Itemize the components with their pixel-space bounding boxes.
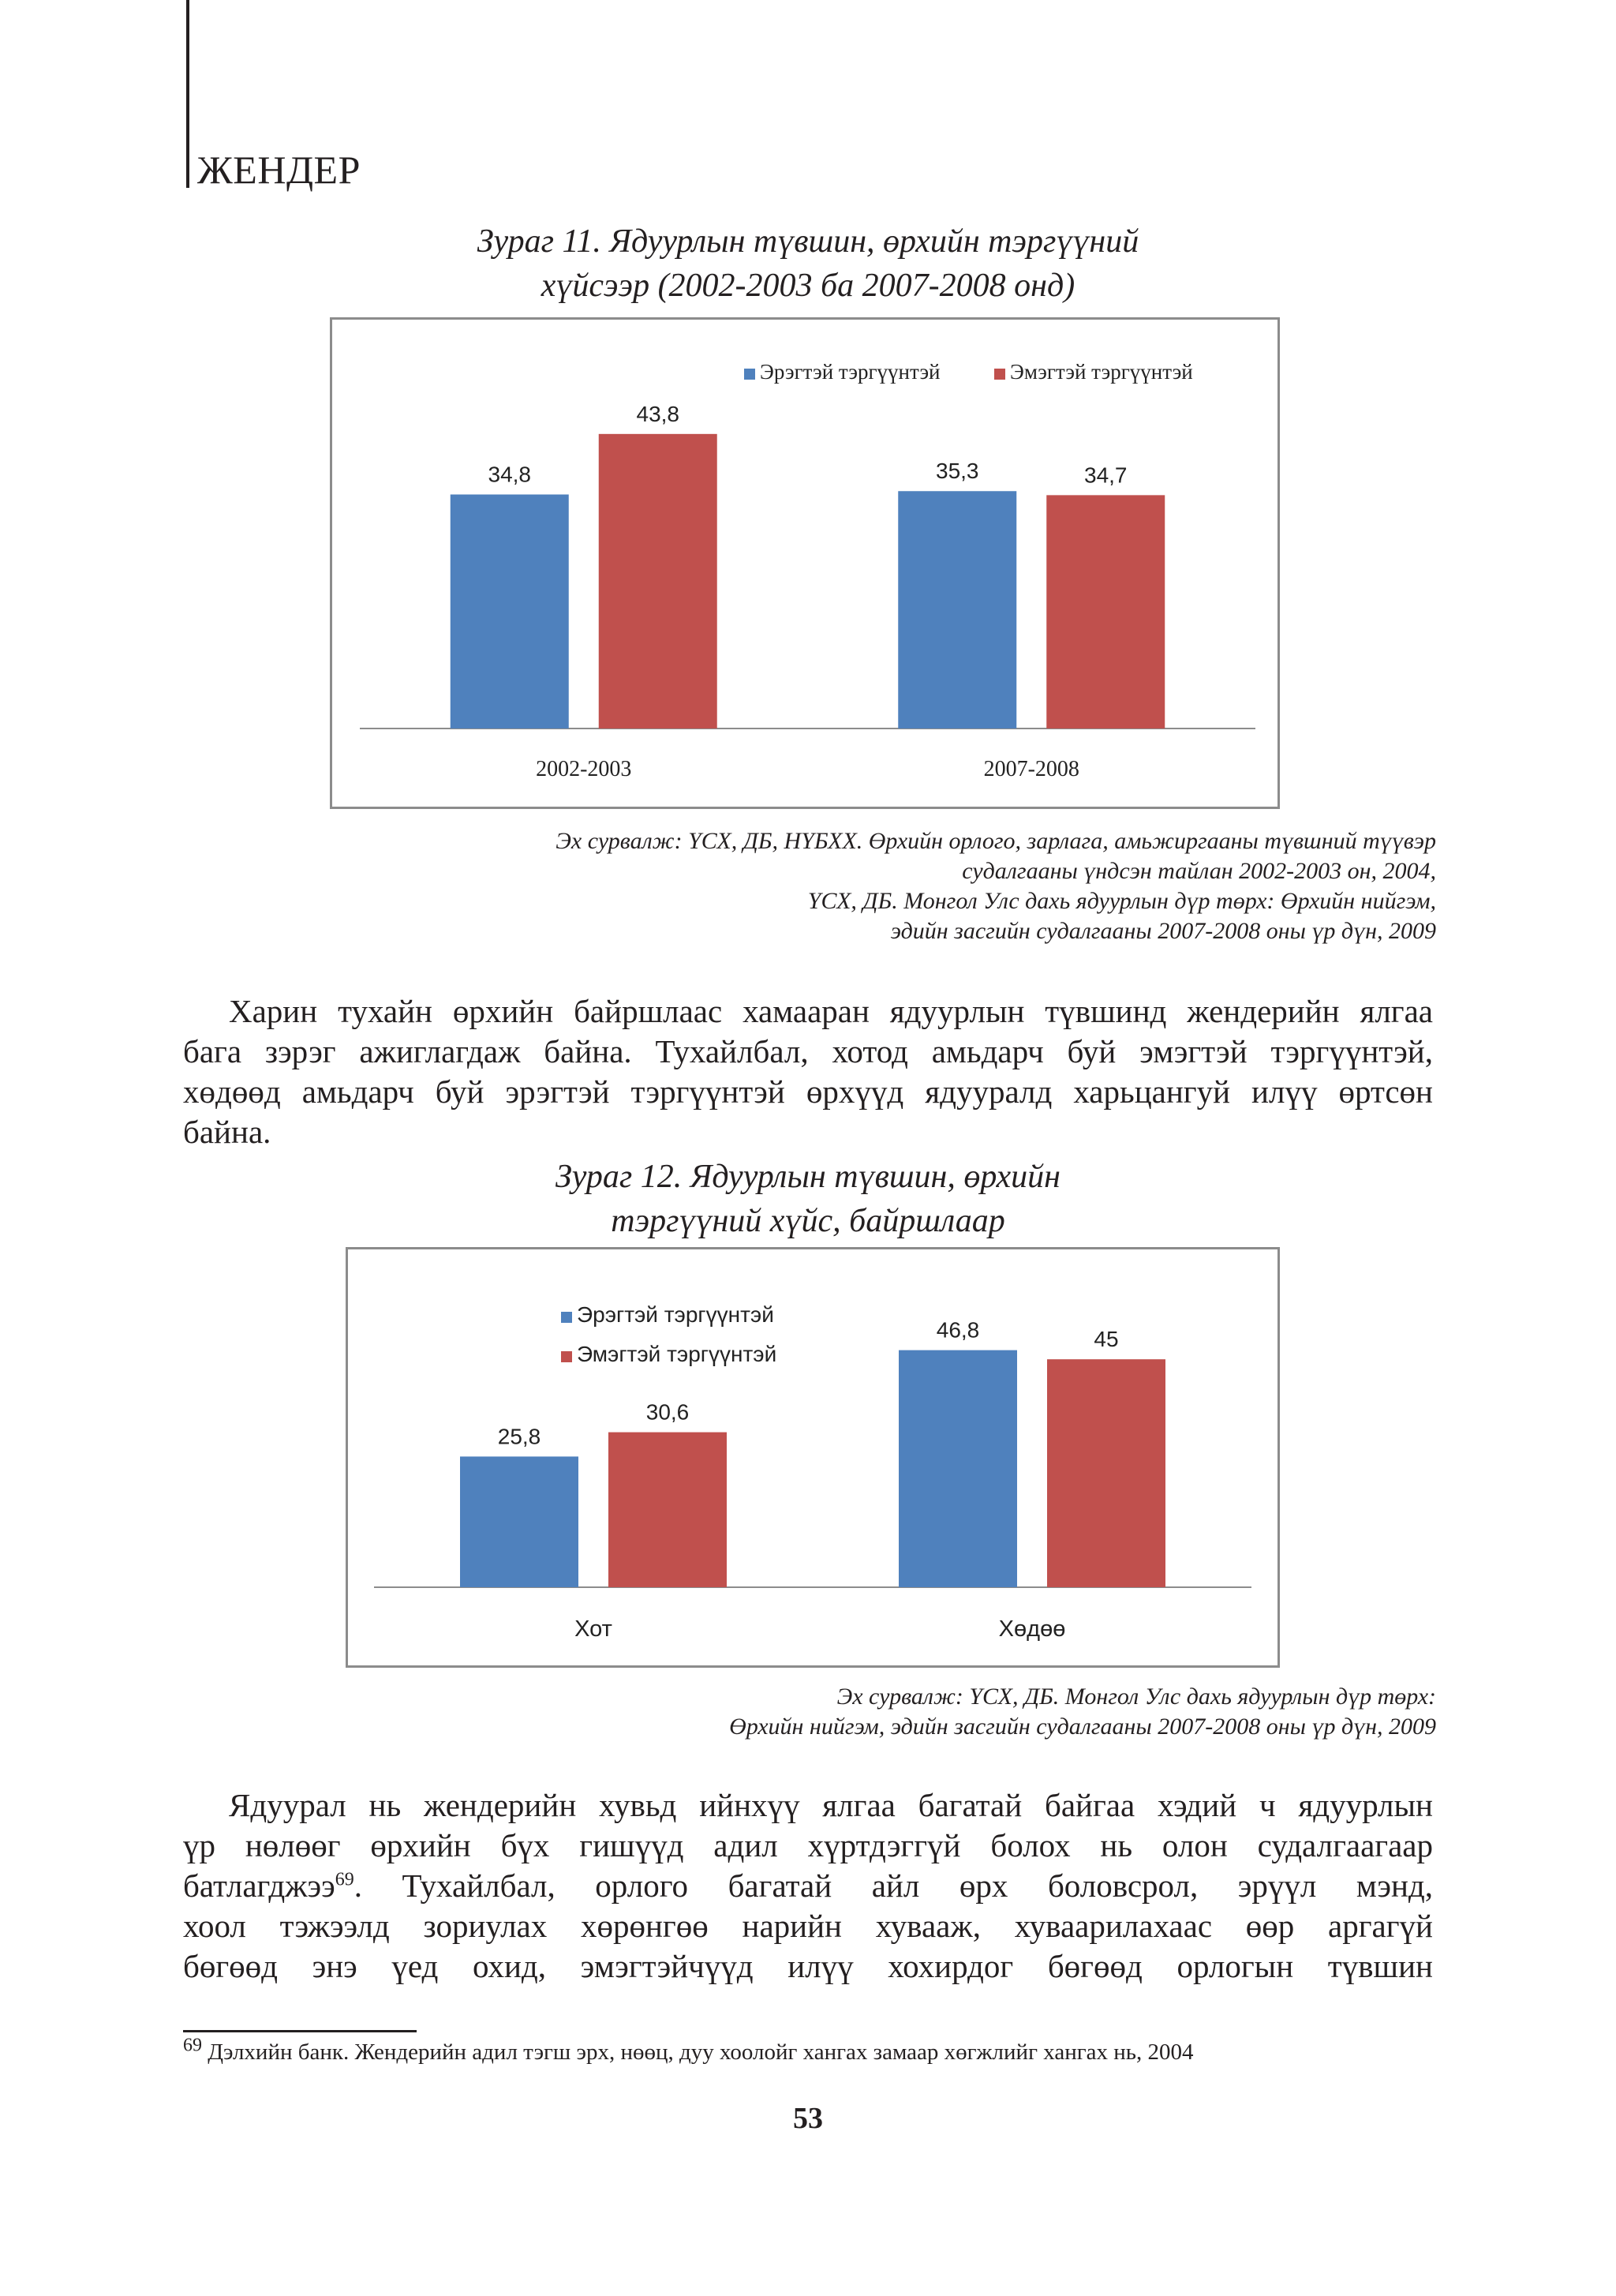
- figure11-source-line1: Эх сурвалж: ҮСХ, ДБ, НҮБХХ. Өрхийн орлого, зарлага, амьжиргааны түвшний түүвэр: [556, 828, 1436, 854]
- figure11-data-label-1-1: 34,7: [1084, 463, 1128, 488]
- footnote-rule: [183, 2030, 417, 2032]
- figure12-bar-0-0: [460, 1456, 578, 1587]
- figure11-source: [556, 826, 1436, 946]
- paragraph-2-line3-end: . Тухайлбал, орлого багатай айл өрх боловсрол, эрүүл мэнд,: [354, 1867, 1433, 1904]
- figure11-legend-swatch-0: [744, 369, 755, 380]
- figure12-legend-label-0: Эрэгтэй тэргүүнтэй: [577, 1302, 774, 1327]
- section-title: ЖЕНДЕР: [197, 148, 361, 192]
- paragraph-1-line2: бага зэрэг ажиглагдаж байна. Тухайлбал, хотод амьдарч буй эмэгтэй тэргүүнтэй,: [183, 1033, 1433, 1069]
- figure11-title: [0, 219, 1616, 308]
- figure11-title-line1: Зураг 11. Ядуурлын түвшин, өрхийн тэргүүний: [477, 223, 1139, 260]
- figure11-data-label-0-0: 34,8: [488, 462, 531, 487]
- figure11-title-line2: хүйсээр (2002-2003 ба 2007-2008 онд): [541, 268, 1075, 304]
- header-vertical-rule: [186, 0, 189, 188]
- figure12-data-label-0-0: 25,8: [497, 1424, 541, 1449]
- page-number: 53: [793, 2102, 823, 2135]
- paragraph-1: [183, 991, 1433, 1152]
- figure12-bar-0-1: [608, 1433, 727, 1587]
- figure11-bar-1-1: [1046, 495, 1165, 729]
- paragraph-2: [183, 1785, 1433, 1987]
- figure12-legend-label-1: Эмэгтэй тэргүүнтэй: [577, 1342, 777, 1366]
- footnote-number: 69: [183, 2035, 202, 2056]
- paragraph-1-line3: хөдөөд амьдарч буй эрэгтэй тэргүүнтэй өрхүүд ядууралд харьцангуй илүү өртсөн: [183, 1073, 1433, 1110]
- figure12-legend-swatch-0: [561, 1312, 572, 1323]
- figure11-bar-0-0: [451, 495, 569, 729]
- figure11-chart-svg: [332, 320, 1277, 807]
- paragraph-2-line2: үр нөлөөг өрхийн бүх гишүүд адил хүртдэггүй болох нь олон судалгаагаар: [183, 1827, 1433, 1863]
- paragraph-1-line1: Харин тухайн өрхийн байршлаас хамааран ядуурлын түвшинд жендерийн ялгаа: [229, 993, 1433, 1029]
- figure11-bar-0-1: [599, 434, 717, 729]
- figure12-data-label-1-1: 45: [1094, 1327, 1119, 1352]
- figure12-title-line2: тэргүүний хүйс, байршлаар: [611, 1203, 1005, 1239]
- figure12-source-line2: Өрхийн нийгэм, эдийн засгийн судалгааны 2007-2008 оны үр дүн, 2009: [729, 1714, 1436, 1740]
- figure11-legend-label-0: Эрэгтэй тэргүүнтэй: [760, 360, 941, 384]
- figure12-category-label-1: Хөдөө: [998, 1616, 1066, 1642]
- paragraph-2-line3: [183, 1866, 1433, 1906]
- figure11-data-label-1-0: 35,3: [936, 459, 979, 484]
- paragraph-2-line1: Ядуурал нь жендерийн хувьд ийнхүү ялгаа багатай байгаа хэдий ч ядуурлын: [229, 1787, 1433, 1823]
- figure11-category-label-1: 2007-2008: [983, 757, 1079, 781]
- figure12-legend-swatch-1: [561, 1351, 572, 1362]
- figure12-bar-1-0: [899, 1350, 1017, 1587]
- figure11-legend-label-1: Эмэгтэй тэргүүнтэй: [1010, 360, 1193, 384]
- figure12-source-line1: Эх сурвалж: ҮСХ, ДБ. Монгол Улс дахь ядуурлын дүр төрх:: [836, 1684, 1436, 1710]
- figure12-data-label-0-1: 30,6: [645, 1399, 690, 1425]
- footnote-ref-69[interactable]: 69: [335, 1869, 354, 1890]
- footnote: [183, 2035, 1194, 2066]
- figure11-source-line4: эдийн засгийн судалгааны 2007-2008 оны үр дүн, 2009: [890, 918, 1436, 944]
- figure11-chart: [330, 317, 1280, 809]
- figure11-legend-swatch-1: [994, 369, 1005, 380]
- figure12-bar-1-1: [1047, 1359, 1165, 1587]
- paragraph-2-line5: бөгөөд энэ үед охид, эмэгтэйчүүд илүү хохирдог бөгөөд орлогын түвшин: [183, 1948, 1433, 1984]
- figure12-chart-svg: [348, 1249, 1277, 1665]
- figure12-data-label-1-0: 46,8: [936, 1317, 980, 1343]
- figure12-category-label-0: Хот: [574, 1616, 612, 1642]
- paragraph-1-line4: байна.: [183, 1114, 271, 1150]
- figure12-chart: [346, 1247, 1280, 1668]
- figure12-title-line1: Зураг 12. Ядуурлын түвшин, өрхийн: [555, 1159, 1061, 1195]
- paragraph-2-line3-start: батлагджээ: [183, 1867, 335, 1904]
- figure11-source-line2: судалгааны үндсэн тайлан 2002-2003 он, 2004,: [962, 858, 1436, 884]
- figure11-data-label-0-1: 43,8: [636, 401, 679, 426]
- figure11-category-label-0: 2002-2003: [536, 757, 632, 781]
- figure12-title: [0, 1155, 1616, 1243]
- figure12-source: [729, 1682, 1436, 1742]
- paragraph-2-line4: хоол тэжээлд зориулах хөрөнгөө нарийн хувааж, хуваарилахаас өөр аргагүй: [183, 1908, 1433, 1944]
- figure11-source-line3: ҮСХ, ДБ. Монгол Улс дахь ядуурлын дүр төрх: Өрхийн нийгэм,: [807, 888, 1436, 914]
- figure11-bar-1-0: [898, 491, 1016, 729]
- footnote-text: Дэлхийн банк. Жендерийн адил тэгш эрх, нөөц, дуу хоолойг хангах замаар хөгжлийг хангах нь, 2004: [202, 2039, 1194, 2065]
